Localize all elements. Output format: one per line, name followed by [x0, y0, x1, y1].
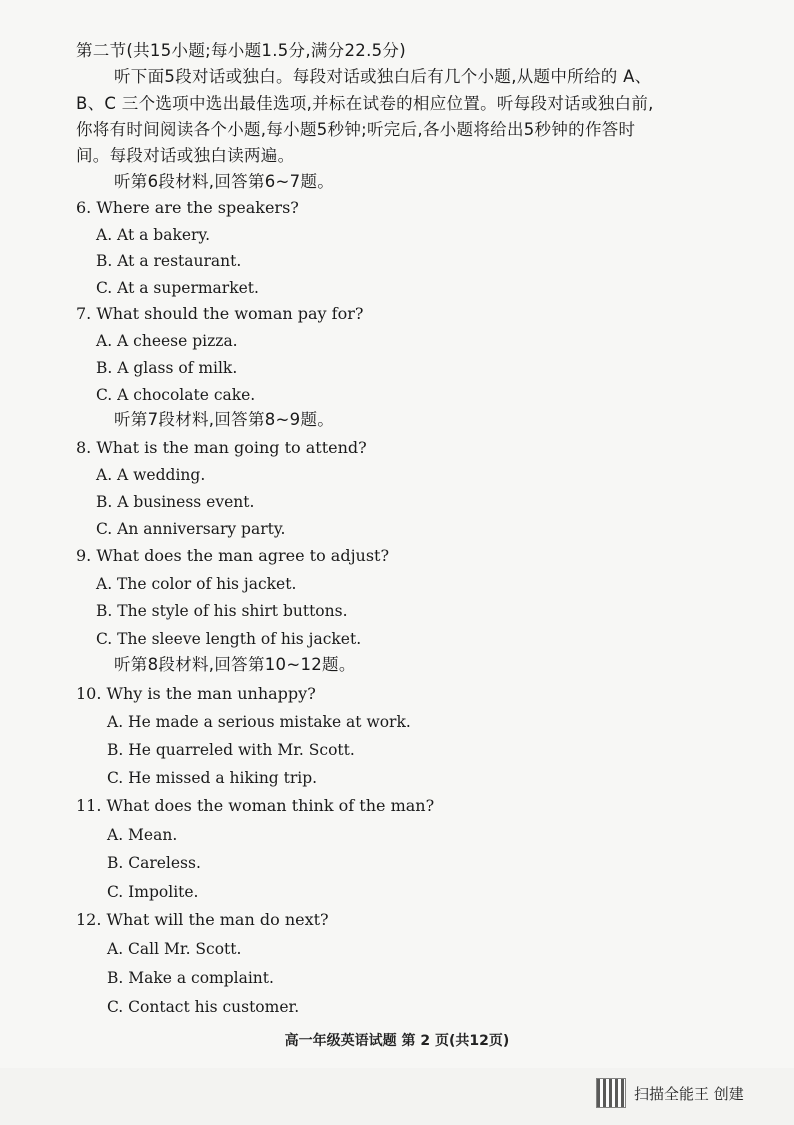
- q6-option-c: C. At a supermarket.: [96, 279, 259, 297]
- group-intro-2: 听第7段材料,回答第8~9题。: [114, 410, 335, 429]
- q9-option-b: B. The style of his shirt buttons.: [96, 602, 348, 620]
- page-footer: 高一年级英语试题 第 2 页(共12页): [284, 1033, 510, 1049]
- q11-option-b: B. Careless.: [107, 854, 201, 872]
- q10-option-b: B. He quarreled with Mr. Scott.: [107, 741, 355, 759]
- q12-option-a: A. Call Mr. Scott.: [107, 940, 242, 958]
- q11-option-a: A. Mean.: [107, 826, 178, 844]
- question-11: 11. What does the woman think of the man?: [76, 796, 435, 815]
- q8-option-a: A. A wedding.: [96, 466, 206, 484]
- instruction-line-2: B、C 三个选项中选出最佳选项,并标在试卷的相应位置。听每段对话或独白前,: [76, 94, 654, 113]
- question-6: 6. Where are the speakers?: [76, 198, 299, 217]
- q7-option-a: A. A cheese pizza.: [96, 332, 238, 350]
- question-12: 12. What will the man do next?: [76, 910, 329, 929]
- q8-option-c: C. An anniversary party.: [96, 520, 286, 538]
- q7-option-c: C. A chocolate cake.: [96, 386, 256, 404]
- qr-code-icon: [596, 1078, 626, 1108]
- scanner-watermark: [596, 1076, 744, 1110]
- q9-option-c: C. The sleeve length of his jacket.: [96, 630, 362, 648]
- instruction-line-4: 间。每段对话或独白读两遍。: [76, 146, 295, 165]
- q12-option-c: C. Contact his customer.: [107, 998, 300, 1016]
- q10-option-a: A. He made a serious mistake at work.: [107, 713, 411, 731]
- q9-option-a: A. The color of his jacket.: [96, 575, 297, 593]
- question-8: 8. What is the man going to attend?: [76, 438, 367, 457]
- question-7: 7. What should the woman pay for?: [76, 304, 364, 323]
- q10-option-c: C. He missed a hiking trip.: [107, 769, 318, 787]
- group-intro-3: 听第8段材料,回答第10~12题。: [114, 655, 356, 674]
- q6-option-a: A. At a bakery.: [96, 226, 211, 244]
- instruction-line-3: 你将有时间阅读各个小题,每小题5秒钟;听完后,各小题将给出5秒钟的作答时: [76, 120, 636, 139]
- question-9: 9. What does the man agree to adjust?: [76, 546, 390, 565]
- section-heading: 第二节(共15小题;每小题1.5分,满分22.5分): [76, 41, 406, 60]
- watermark-text: 扫描全能王 创建: [634, 1084, 744, 1103]
- instruction-line-1: 听下面5段对话或独白。每段对话或独白后有几个小题,从题中所给的 A、: [114, 67, 652, 86]
- q6-option-b: B. At a restaurant.: [96, 252, 242, 270]
- q11-option-c: C. Impolite.: [107, 883, 199, 901]
- q12-option-b: B. Make a complaint.: [107, 969, 274, 987]
- question-10: 10. Why is the man unhappy?: [76, 684, 316, 703]
- q8-option-b: B. A business event.: [96, 493, 255, 511]
- q7-option-b: B. A glass of milk.: [96, 359, 238, 377]
- group-intro-1: 听第6段材料,回答第6~7题。: [114, 172, 335, 191]
